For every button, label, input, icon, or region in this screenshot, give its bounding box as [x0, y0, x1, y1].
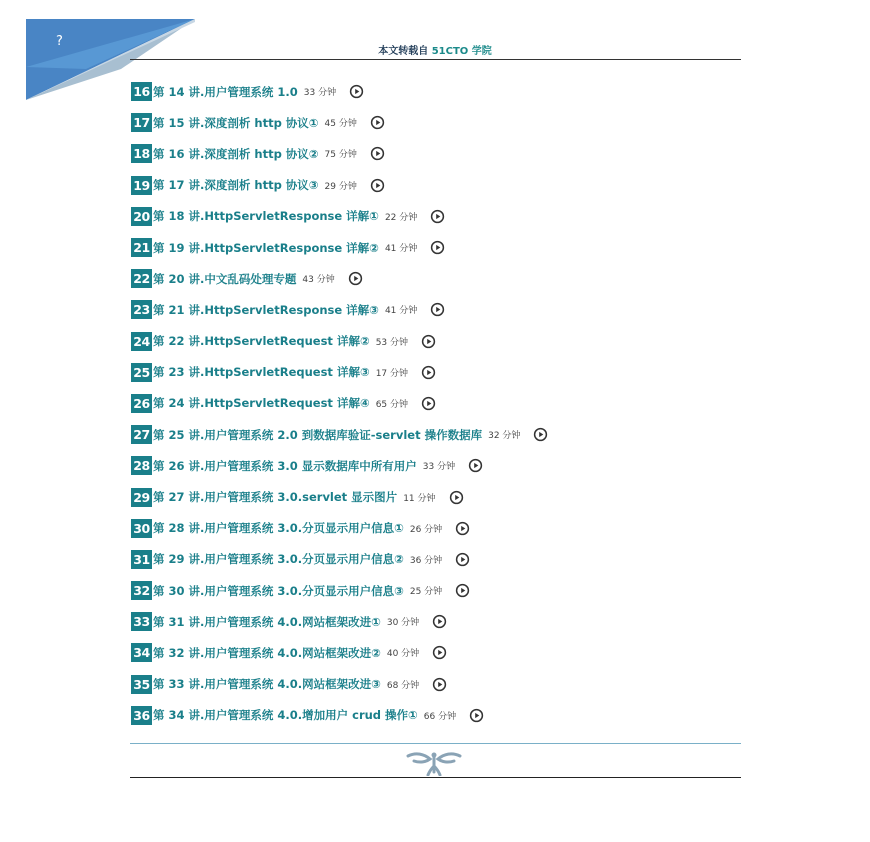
corner-mark-text: ? [56, 34, 63, 49]
lesson-item [131, 544, 741, 575]
lesson-number-badge: 26 [131, 394, 152, 413]
play-circle-icon[interactable] [370, 146, 385, 161]
lesson-item [131, 450, 741, 481]
lesson-number-badge: 19 [131, 176, 152, 195]
lesson-number-badge: 28 [131, 456, 152, 475]
lesson-item [131, 232, 741, 263]
lesson-duration: 33 分钟 [303, 88, 337, 99]
lesson-title-link[interactable]: 第 27 讲.用户管理系统 3.0.servlet 显示图片 [153, 490, 398, 505]
lesson-title-link[interactable]: 第 15 讲.深度剖析 http 协议① [153, 115, 319, 130]
play-circle-icon[interactable] [430, 240, 445, 255]
play-circle-icon[interactable] [533, 427, 548, 442]
lesson-duration: 43 分钟 [302, 275, 335, 286]
play-circle-icon[interactable] [469, 708, 484, 723]
lesson-title-link[interactable]: 第 23 讲.HttpServletRequest 详解③ [153, 365, 370, 380]
page-header [0, 42, 870, 57]
lesson-title-link[interactable]: 第 19 讲.HttpServletResponse 详解② [153, 240, 379, 255]
lesson-duration: 29 分钟 [324, 181, 357, 192]
lesson-item [131, 481, 741, 512]
lesson-item [131, 170, 741, 201]
lesson-duration: 22 分钟 [384, 212, 418, 223]
play-circle-icon[interactable] [370, 115, 385, 130]
lesson-duration: 30 分钟 [386, 618, 420, 629]
footer-divider-bottom [130, 777, 741, 778]
lesson-item [131, 201, 741, 232]
lesson-title-link[interactable]: 第 34 讲.用户管理系统 4.0.增加用户 crud 操作① [153, 708, 418, 723]
play-circle-icon[interactable] [430, 302, 445, 317]
lesson-item [131, 263, 741, 294]
lesson-title-link[interactable]: 第 17 讲.深度剖析 http 协议③ [153, 178, 319, 193]
play-circle-icon[interactable] [455, 552, 470, 567]
lesson-duration: 40 分钟 [386, 649, 420, 660]
play-circle-icon[interactable] [432, 645, 447, 660]
lesson-number-badge: 29 [131, 488, 152, 507]
lesson-number-badge: 32 [131, 581, 152, 600]
lesson-number-badge: 23 [131, 300, 152, 319]
lesson-duration: 26 分钟 [409, 524, 443, 535]
header-prefix: 本文转载自 [378, 46, 429, 57]
lesson-number-badge: 30 [131, 519, 152, 538]
play-circle-icon[interactable] [432, 677, 447, 692]
lesson-title-link[interactable]: 第 28 讲.用户管理系统 3.0.分页显示用户信息① [153, 521, 404, 536]
lesson-number-badge: 24 [131, 332, 152, 351]
lesson-duration: 75 分钟 [324, 150, 357, 161]
lesson-number-badge: 20 [131, 207, 152, 226]
lesson-duration: 41 分钟 [384, 306, 418, 317]
lesson-item [131, 637, 741, 668]
lesson-title-link[interactable]: 第 26 讲.用户管理系统 3.0 显示数据库中所有用户 [153, 458, 417, 473]
lesson-item [131, 326, 741, 357]
lesson-number-badge: 31 [131, 550, 152, 569]
play-circle-icon[interactable] [449, 490, 464, 505]
lesson-number-badge: 36 [131, 706, 152, 725]
lesson-duration: 25 分钟 [409, 587, 443, 598]
lesson-item [131, 294, 741, 325]
lesson-title-link[interactable]: 第 20 讲.中文乱码处理专题 [153, 271, 297, 286]
lesson-number-badge: 35 [131, 675, 152, 694]
lesson-duration: 41 分钟 [384, 244, 418, 255]
play-circle-icon[interactable] [421, 334, 436, 349]
play-circle-icon[interactable] [432, 614, 447, 629]
lesson-duration: 66 分钟 [423, 711, 457, 722]
play-circle-icon[interactable] [348, 271, 363, 286]
lesson-title-link[interactable]: 第 21 讲.HttpServletResponse 详解③ [153, 302, 379, 317]
lesson-duration: 45 分钟 [324, 119, 357, 130]
lesson-duration: 53 分钟 [375, 337, 409, 348]
play-circle-icon[interactable] [370, 178, 385, 193]
lesson-number-badge: 16 [131, 82, 152, 101]
lesson-title-link[interactable]: 第 33 讲.用户管理系统 4.0.网站框架改进③ [153, 677, 381, 692]
lesson-duration: 33 分钟 [422, 462, 456, 473]
lesson-number-badge: 34 [131, 643, 152, 662]
lesson-item [131, 357, 741, 388]
play-circle-icon[interactable] [349, 84, 364, 99]
lesson-item [131, 513, 741, 544]
lesson-number-badge: 27 [131, 425, 152, 444]
footer-divider-top [130, 743, 741, 744]
scroll-ornament-icon [406, 750, 462, 776]
play-circle-icon[interactable] [468, 458, 483, 473]
lesson-number-badge: 22 [131, 269, 152, 288]
play-circle-icon[interactable] [430, 209, 445, 224]
lesson-item [131, 606, 741, 637]
lesson-item [131, 575, 741, 606]
lesson-title-link[interactable]: 第 29 讲.用户管理系统 3.0.分页显示用户信息② [153, 552, 404, 567]
lesson-duration: 65 分钟 [375, 399, 409, 410]
play-circle-icon[interactable] [421, 396, 436, 411]
lesson-title-link[interactable]: 第 30 讲.用户管理系统 3.0.分页显示用户信息③ [153, 583, 404, 598]
lesson-number-badge: 17 [131, 113, 152, 132]
lesson-number-badge: 21 [131, 238, 152, 257]
lesson-title-link[interactable]: 第 32 讲.用户管理系统 4.0.网站框架改进② [153, 645, 381, 660]
lesson-item [131, 107, 741, 138]
play-circle-icon[interactable] [455, 583, 470, 598]
lesson-title-link[interactable]: 第 14 讲.用户管理系统 1.0 [153, 84, 298, 99]
lesson-number-badge: 18 [131, 144, 152, 163]
lesson-item [131, 76, 741, 107]
lesson-title-link[interactable]: 第 25 讲.用户管理系统 2.0 到数据库验证-servlet 操作数据库 [153, 427, 483, 442]
lesson-item [131, 669, 741, 700]
lesson-item [131, 700, 741, 731]
lesson-list [131, 76, 741, 731]
header-divider [130, 59, 741, 60]
lesson-duration: 11 分钟 [403, 493, 436, 504]
lesson-title-link[interactable]: 第 16 讲.深度剖析 http 协议② [153, 146, 319, 161]
play-circle-icon[interactable] [421, 365, 436, 380]
lesson-item [131, 138, 741, 169]
lesson-number-badge: 33 [131, 612, 152, 631]
lesson-title-link[interactable]: 第 24 讲.HttpServletRequest 详解④ [153, 396, 370, 411]
lesson-duration: 68 分钟 [386, 680, 420, 691]
lesson-duration: 32 分钟 [488, 431, 521, 442]
play-circle-icon[interactable] [455, 521, 470, 536]
lesson-duration: 17 分钟 [375, 368, 409, 379]
lesson-duration: 36 分钟 [409, 555, 443, 566]
lesson-title-link[interactable]: 第 18 讲.HttpServletResponse 详解① [153, 209, 379, 224]
lesson-title-link[interactable]: 第 31 讲.用户管理系统 4.0.网站框架改进① [153, 614, 381, 629]
lesson-number-badge: 25 [131, 363, 152, 382]
header-brand-link[interactable]: 51CTO 学院 [431, 46, 492, 57]
lesson-item [131, 419, 741, 450]
lesson-item [131, 388, 741, 419]
lesson-title-link[interactable]: 第 22 讲.HttpServletRequest 详解② [153, 334, 370, 349]
